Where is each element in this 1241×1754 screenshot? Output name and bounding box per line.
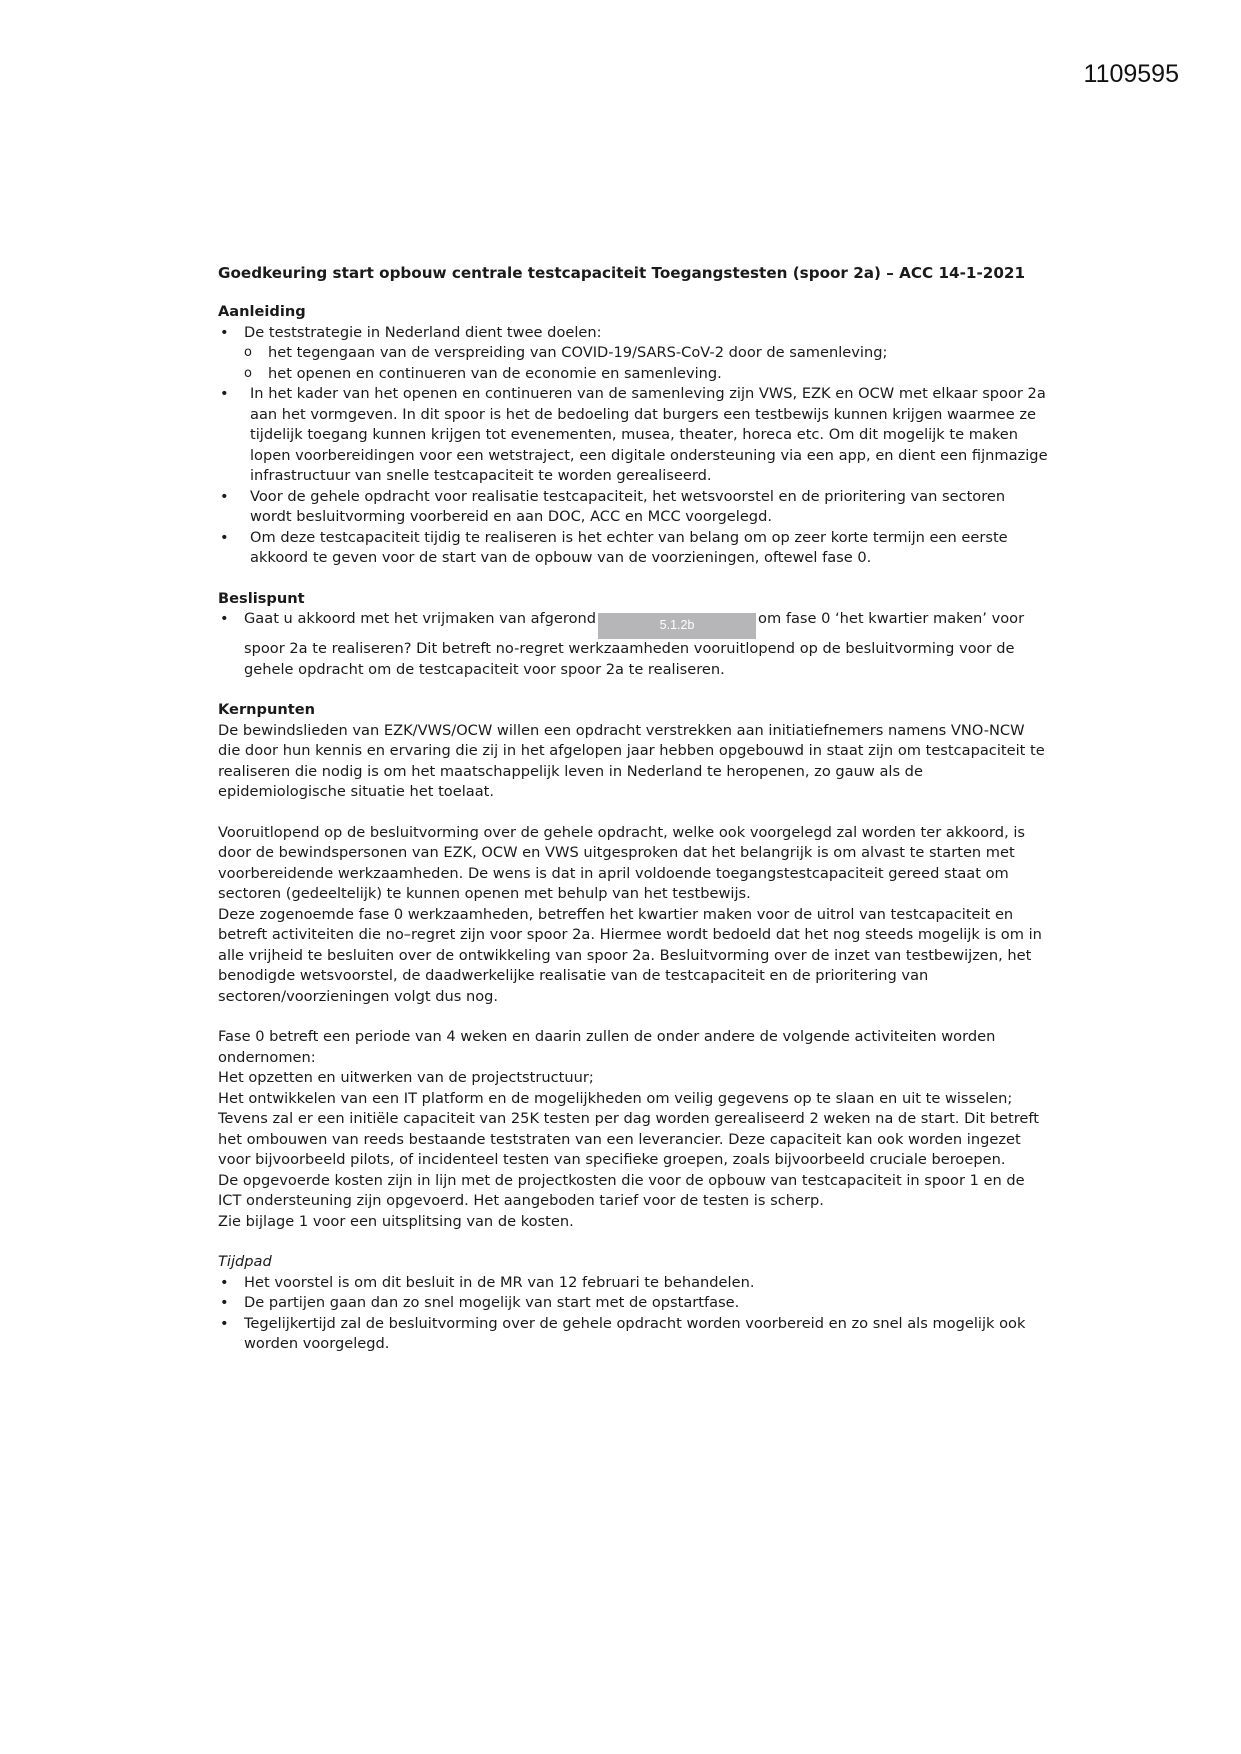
section-tijdpad bbox=[218, 1252, 1048, 1355]
list-item bbox=[218, 323, 1048, 344]
kernpunten-paragraph-7: Tevens zal er een initiële capaciteit van 25K testen per dag worden gerealiseerd 2 weken na de start. Dit betreft het ombouwen van reeds bestaande teststraten van een leverancier. Deze capaciteit kan ook worden ingezet voor bijvoorbeeld pilots, of incidenteel testen van specifieke groepen, zoals bijvoorbeeld cruciale beroepen. bbox=[218, 1110, 1039, 1168]
beslispunt-text-before: Gaat u akkoord met het vrijmaken van afgerond bbox=[244, 610, 597, 627]
kernpunten-paragraph-8: De opgevoerde kosten zijn in lijn met de projectkosten die voor de opbouw van testcapaciteit in spoor 1 en de ICT ondersteuning zijn opgevoerd. Het aangeboden tarief voor de testen is scherp. bbox=[218, 1171, 1025, 1209]
section-kernpunten bbox=[218, 700, 1048, 1232]
list-item: • Tegelijkertijd zal de besluitvorming over de gehele opdracht worden voorbereid en zo snel als mogelijk ook worden voorgelegd. bbox=[218, 1314, 1048, 1355]
list-item bbox=[218, 609, 1048, 680]
document-content bbox=[218, 262, 1048, 1375]
section-beslispunt bbox=[218, 589, 1048, 681]
list-item: • Om deze testcapaciteit tijdig te realiseren is het echter van belang om op zeer korte termijn een eerste akkoord te geven voor de start van de opbouw van de voorzieningen, oftewel fase 0. bbox=[218, 528, 1048, 569]
aanleiding-sublist bbox=[218, 343, 1048, 384]
list-item: • De partijen gaan dan zo snel mogelijk van start met de opstartfase. bbox=[218, 1293, 1048, 1314]
kernpunten-paragraph-4: Fase 0 betreft een periode van 4 weken en daarin zullen de onder andere de volgende activiteiten worden ondernomen: bbox=[218, 1028, 996, 1066]
heading-beslispunt: Beslispunt bbox=[218, 589, 305, 607]
list-item: • In het kader van het openen en continueren van de samenleving zijn VWS, EZK en OCW met elkaar spoor 2a aan het vormgeven. In dit spoor is het de bedoeling dat burgers een testbewijs kunnen krijgen waarmee ze tijdelijk toegang kunnen krijgen tot evenementen, musea, theater, horeca etc. Om dit mogelijk te maken lopen voorbereidingen voor een wetstraject, een digitale ondersteuning via een app, en dient een fijnmazige infrastructuur van snelle testcapaciteit te worden gerealiseerd. bbox=[218, 384, 1048, 487]
list-item: • Voor de gehele opdracht voor realisatie testcapaciteit, het wetsvoorstel en de prioritering van sectoren wordt besluitvorming voorbereid en aan DOC, ACC en MCC voorgelegd. bbox=[218, 487, 1048, 528]
kernpunten-paragraph-6: Het ontwikkelen van een IT platform en de mogelijkheden om veilig gegevens op te slaan en uit te wisselen; bbox=[218, 1089, 1013, 1107]
heading-tijdpad: Tijdpad bbox=[218, 1253, 272, 1270]
heading-aanleiding: Aanleiding bbox=[218, 303, 306, 320]
document-title: Goedkeuring start opbouw centrale testcapaciteit Toegangstesten (spoor 2a) – ACC 14-1-2021 bbox=[218, 264, 1026, 282]
tijdpad-list bbox=[218, 1273, 1048, 1355]
kernpunten-paragraph-3: Deze zogenoemde fase 0 werkzaamheden, betreffen het kwartier maken voor de uitrol van testcapaciteit en betreft activiteiten die no–regret zijn voor spoor 2a. Hiermee wordt bedoeld dat het nog steeds mogelijk is om in alle vrijheid te besluiten over de ontwikkeling van spoor 2a. Besluitvorming over de inzet van testbewijzen, het benodigde wetsvoorstel, de daadwerkelijke realisatie van de testcapaciteit en de prioritering van sectoren/voorzieningen volgt dus nog. bbox=[218, 905, 1042, 1005]
kernpunten-paragraph-5: Het opzetten en uitwerken van de projectstructuur; bbox=[218, 1069, 594, 1086]
aanleiding-list-continued bbox=[218, 384, 1048, 569]
kernpunten-paragraph-2: Vooruitlopend op de besluitvorming over de gehele opdracht, welke ook voorgelegd zal worden ter akkoord, is door de bewindspersonen van EZK, OCW en VWS uitgesproken dat het belangrijk is om alvast te starten met voorbereidende werkzaamheden. De wens is dat in april voldoende toegangstestcapaciteit gereed staat om sectoren (gedeeltelijk) te kunnen openen met behulp van het testbewijs. bbox=[218, 823, 1026, 902]
aanleiding-list bbox=[218, 323, 1048, 344]
list-item: • Het voorstel is om dit besluit in de MR van 12 februari te behandelen. bbox=[218, 1273, 1048, 1294]
list-item: o het openen en continueren van de economie en samenleving. bbox=[218, 364, 1048, 385]
redaction-box: 5.1.2b bbox=[598, 613, 756, 639]
list-item: o het tegengaan van de verspreiding van COVID-19/SARS-CoV-2 door de samenleving; bbox=[218, 343, 1048, 364]
beslispunt-list bbox=[218, 609, 1048, 680]
document-number: 1109595 bbox=[1083, 60, 1179, 88]
heading-kernpunten: Kernpunten bbox=[218, 701, 316, 718]
kernpunten-paragraph-9: Zie bijlage 1 voor een uitsplitsing van de kosten. bbox=[218, 1212, 574, 1230]
section-aanleiding bbox=[218, 302, 1048, 569]
kernpunten-paragraph-1: De bewindslieden van EZK/VWS/OCW willen een opdracht verstrekken aan initiatiefnemers namens VNO-NCW die door hun kennis en ervaring die zij in het afgelopen jaar hebben opgebouwd in staat zijn om testcapaciteit te realiseren die nodig is om het maatschappelijk leven in Nederland te heropenen, zo gauw als de epidemiologische situatie het toelaat. bbox=[218, 721, 1045, 800]
aanleiding-bullet-1: De teststrategie in Nederland dient twee doelen: bbox=[244, 323, 602, 341]
beslispunt-text-after: om fase 0 ‘het kwartier maken’ voor spoor 2a te realiseren? Dit betreft no-regret werkzaamheden vooruitlopend op de besluitvorming voor de gehele opdracht om de testcapaciteit voor spoor 2a te realiseren. bbox=[244, 610, 1025, 678]
